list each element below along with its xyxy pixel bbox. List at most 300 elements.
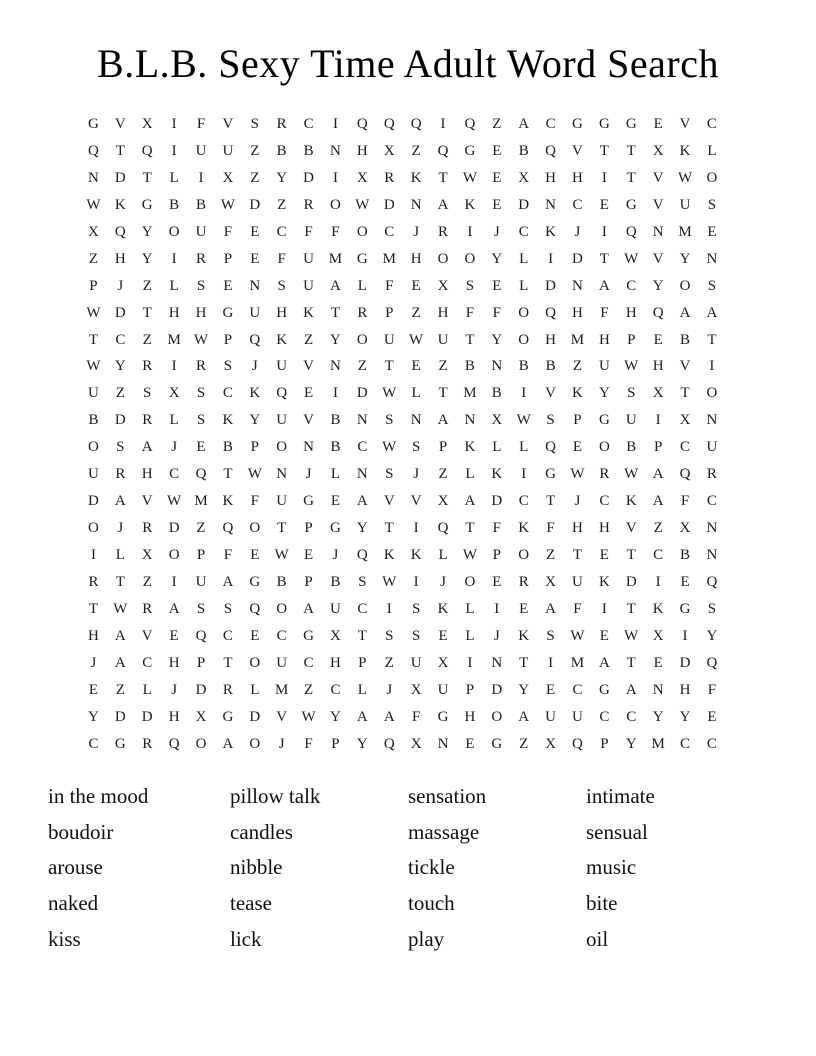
grid-letter: Z (384, 654, 394, 671)
grid-letter: N (303, 439, 314, 456)
grid-letter: Q (222, 520, 234, 537)
grid-letter: Q (706, 654, 718, 671)
grid-letter: S (223, 358, 233, 375)
grid-letter: T (626, 142, 636, 159)
grid-letter: S (465, 277, 475, 294)
grid-letter: S (358, 573, 367, 590)
grid-letter: O (679, 277, 691, 294)
grid-letter: R (142, 600, 153, 617)
grid-letter: C (706, 493, 717, 510)
grid-letter: W (86, 196, 101, 213)
grid-letter: A (303, 600, 314, 617)
grid-letter: L (169, 412, 179, 429)
word-list-item: sensual (586, 819, 648, 844)
word-list-column (586, 779, 746, 958)
grid-letter: S (223, 600, 233, 617)
grid-letter: W (382, 573, 397, 590)
grid-letter: K (464, 196, 476, 213)
grid-letter: M (570, 331, 585, 348)
grid-letter: D (491, 681, 503, 698)
grid-letter: T (142, 304, 152, 321)
grid-letter: C (142, 654, 153, 671)
grid-letter: P (331, 735, 340, 752)
grid-letter: A (679, 304, 691, 321)
grid-letter: E (303, 547, 314, 563)
grid-letter: C (303, 654, 314, 671)
grid-letter: J (90, 654, 97, 671)
grid-letter: E (546, 681, 556, 698)
grid-letter: L (519, 250, 529, 267)
grid-letter: E (492, 169, 502, 186)
grid-letter: L (465, 627, 475, 644)
grid-letter: R (196, 358, 207, 375)
grid-letter: Y (491, 250, 503, 267)
grid-letter: U (88, 466, 99, 483)
grid-letter: K (410, 547, 422, 563)
grid-letter: X (491, 412, 503, 429)
grid-letter: W (624, 250, 639, 267)
grid-letter: H (88, 627, 99, 644)
grid-letter: S (196, 412, 206, 429)
word-list-item: music (586, 855, 637, 880)
grid-letter: Q (706, 573, 718, 590)
grid-letter: I (413, 520, 419, 537)
grid-letter: Z (196, 520, 206, 537)
grid-letter: G (249, 573, 261, 590)
grid-letter: F (277, 250, 286, 267)
grid-letter: M (463, 385, 477, 402)
grid-letter: N (88, 169, 99, 186)
grid-letter: E (250, 223, 260, 240)
grid-letter: G (141, 196, 153, 213)
grid-letter: S (385, 466, 394, 483)
grid-letter: A (168, 600, 180, 617)
grid-letter: R (303, 196, 314, 213)
grid-letter: F (411, 708, 421, 725)
grid-letter: J (493, 627, 500, 644)
grid-letter: Q (545, 304, 556, 321)
grid-letter: D (383, 196, 395, 213)
grid-letter: D (114, 412, 126, 429)
grid-letter: P (465, 681, 475, 698)
grid-letter: T (330, 304, 341, 321)
grid-letter: I (413, 573, 419, 590)
grid-letter: D (518, 196, 530, 213)
grid-letter: H (168, 304, 180, 321)
grid-letter: D (572, 250, 583, 267)
grid-letter: W (220, 196, 235, 213)
grid-letter: J (117, 277, 124, 294)
grid-letter: O (464, 573, 476, 590)
grid-letter: B (518, 142, 529, 159)
grid-letter: O (168, 223, 180, 240)
grid-letter: W (193, 331, 209, 348)
grid-letter: K (222, 412, 234, 429)
grid-letter: G (303, 627, 314, 644)
grid-letter: V (572, 142, 583, 159)
grid-letter: H (195, 304, 207, 321)
grid-letter: H (276, 304, 288, 321)
grid-letter: T (626, 547, 636, 563)
grid-letter: I (332, 116, 338, 132)
grid-letter: K (545, 223, 556, 240)
grid-letter: O (491, 708, 503, 725)
grid-letter: P (196, 547, 206, 563)
grid-letter: X (410, 735, 422, 752)
grid-letter: U (303, 277, 314, 294)
grid-letter: T (438, 385, 448, 402)
grid-letter: L (357, 681, 367, 698)
word-list-item: touch (408, 891, 455, 916)
grid-letter: V (303, 412, 314, 429)
grid-letter: K (625, 493, 637, 510)
grid-letter: P (304, 573, 313, 590)
grid-letter: H (410, 250, 422, 267)
grid-letter: N (572, 277, 583, 294)
grid-letter: G (679, 600, 691, 617)
grid-letter: W (274, 547, 289, 563)
grid-letter: Y (598, 385, 610, 402)
grid-letter: H (545, 331, 556, 348)
grid-letter: I (171, 573, 177, 590)
grid-letter: B (626, 439, 637, 456)
grid-letter: O (249, 654, 261, 671)
grid-letter: V (303, 358, 314, 375)
grid-letter: I (494, 600, 500, 617)
grid-letter: D (114, 169, 126, 186)
grid-letter: Z (250, 169, 260, 186)
grid-letter: V (114, 116, 126, 132)
grid-letter: Y (518, 681, 530, 698)
grid-letter: W (409, 331, 424, 348)
grid-letter: R (222, 681, 233, 698)
grid-letter: T (88, 600, 99, 617)
grid-letter: U (598, 358, 610, 375)
grid-letter: P (492, 547, 501, 563)
grid-letter: J (493, 223, 500, 240)
grid-letter: A (356, 708, 368, 725)
grid-letter: V (679, 358, 691, 375)
grid-letter: X (679, 412, 691, 429)
grid-letter: K (518, 520, 530, 537)
grid-letter: D (141, 708, 153, 725)
grid-letter: K (222, 493, 234, 510)
grid-letter: H (572, 520, 583, 537)
grid-letter: A (464, 493, 476, 510)
grid-letter: Y (652, 708, 664, 725)
grid-letter: Q (383, 116, 395, 132)
grid-letter: G (625, 116, 637, 132)
grid-letter: G (464, 142, 476, 159)
grid-letter: C (330, 681, 341, 698)
grid-letter: C (518, 493, 529, 510)
grid-letter: C (626, 277, 637, 294)
grid-letter: C (680, 439, 691, 456)
grid-letter: C (680, 735, 691, 752)
grid-letter: W (462, 547, 477, 563)
word-list-column (230, 779, 408, 958)
grid-row (80, 327, 725, 354)
grid-letter: Q (195, 466, 207, 483)
word-list-item: lick (230, 926, 262, 951)
grid-row (80, 111, 725, 138)
grid-letter: C (222, 385, 233, 402)
grid-letter: D (303, 169, 314, 186)
grid-letter: F (250, 493, 259, 510)
grid-letter: G (572, 116, 583, 132)
grid-row (80, 515, 725, 542)
grid-letter: S (196, 600, 206, 617)
grid-letter: G (598, 412, 610, 429)
grid-row (80, 461, 725, 488)
grid-letter: G (545, 466, 556, 483)
grid-letter: N (330, 142, 341, 159)
grid-letter: E (707, 223, 717, 240)
grid-letter: Z (277, 196, 287, 213)
grid-letter: B (680, 331, 691, 348)
grid-letter: A (652, 493, 664, 510)
grid-letter: B (222, 439, 233, 456)
grid-letter: K (249, 385, 261, 402)
grid-letter: C (88, 735, 99, 752)
grid-letter: U (276, 493, 288, 510)
grid-letter: O (518, 547, 530, 563)
grid-letter: S (411, 627, 421, 644)
grid-letter: O (356, 331, 368, 348)
grid-letter: V (276, 708, 288, 725)
grid-letter: T (88, 331, 99, 348)
grid-letter: N (706, 520, 718, 537)
grid-letter: A (356, 493, 368, 510)
grid-letter: E (653, 116, 663, 132)
grid-letter: W (382, 439, 397, 456)
grid-letter: W (462, 169, 477, 186)
grid-letter: F (680, 493, 690, 510)
grid-letter: X (437, 277, 449, 294)
grid-letter: T (680, 385, 690, 402)
grid-letter: H (437, 304, 449, 321)
grid-letter: N (491, 654, 503, 671)
grid-letter: X (518, 169, 530, 186)
grid-letter: L (438, 547, 448, 563)
grid-letter: V (545, 385, 556, 402)
grid-letter: G (625, 196, 637, 213)
grid-letter: Q (625, 223, 637, 240)
grid-letter: F (573, 600, 582, 617)
grid-letter: E (653, 331, 663, 348)
grid-letter: O (464, 250, 476, 267)
grid-letter: P (438, 439, 448, 456)
grid-letter: Z (250, 142, 260, 159)
grid-letter: G (491, 735, 503, 752)
grid-letter: J (278, 735, 285, 752)
grid-letter: N (276, 466, 288, 483)
grid-letter: L (250, 681, 260, 698)
grid-letter: K (114, 196, 126, 213)
grid-letter: J (440, 573, 446, 590)
grid-letter: A (141, 439, 153, 456)
grid-letter: N (491, 358, 503, 375)
grid-letter: J (171, 439, 178, 456)
grid-letter: R (88, 573, 99, 590)
grid-letter: D (249, 196, 261, 213)
grid-letter: E (250, 627, 260, 644)
grid-letter: T (384, 520, 394, 537)
grid-letter: J (251, 358, 258, 375)
grid-letter: U (572, 573, 583, 590)
grid-letter: O (706, 385, 718, 402)
grid-letter: K (464, 439, 476, 456)
grid-letter: O (706, 169, 718, 186)
grid-letter: S (196, 385, 206, 402)
grid-letter: A (706, 304, 718, 321)
grid-letter: T (438, 169, 448, 186)
grid-letter: X (330, 627, 341, 644)
grid-letter: H (598, 331, 610, 348)
grid-letter: U (679, 196, 691, 213)
grid-letter: I (601, 223, 607, 240)
grid-letter: J (413, 466, 420, 483)
grid-letter: R (357, 304, 368, 321)
grid-letter: B (464, 358, 475, 375)
grid-letter: L (465, 466, 475, 483)
grid-letter: S (411, 439, 421, 456)
grid-letter: L (519, 439, 529, 456)
grid-letter: I (521, 466, 527, 483)
grid-letter: O (195, 735, 207, 752)
grid-letter: Y (276, 169, 288, 186)
grid-letter: D (356, 385, 368, 402)
grid-letter: A (518, 708, 530, 725)
grid-letter: E (707, 708, 717, 725)
grid-letter: O (276, 439, 288, 456)
grid-letter: C (653, 547, 664, 563)
grid-letter: N (356, 466, 368, 483)
grid-letter: X (88, 223, 99, 240)
grid-letter: S (196, 277, 206, 294)
grid-letter: K (410, 169, 422, 186)
grid-letter: K (491, 466, 503, 483)
grid-letter: M (328, 250, 343, 267)
grid-letter: R (384, 169, 395, 186)
grid-letter: T (223, 654, 233, 671)
grid-letter: E (572, 439, 583, 456)
grid-letter: I (90, 547, 96, 563)
grid-letter: Z (492, 116, 502, 132)
grid-letter: T (546, 493, 556, 510)
grid-letter: A (114, 654, 126, 671)
grid-letter: Y (88, 708, 99, 725)
grid-letter: U (88, 385, 99, 402)
grid-letter: Y (652, 277, 664, 294)
grid-letter: P (89, 277, 98, 294)
word-list-item: sensation (408, 784, 487, 808)
grid-letter: Y (679, 708, 691, 725)
grid-letter: S (385, 627, 394, 644)
grid-letter: E (438, 627, 448, 644)
grid-letter: X (195, 708, 207, 725)
grid-letter: P (304, 520, 313, 537)
grid-letter: Z (438, 358, 448, 375)
grid-letter: E (492, 196, 502, 213)
grid-row (80, 300, 725, 327)
grid-letter: R (276, 116, 287, 132)
grid-letter: Q (545, 142, 556, 159)
grid-letter: J (305, 466, 312, 483)
grid-letter: V (383, 493, 395, 510)
letter-grid (80, 111, 725, 758)
grid-letter: A (437, 412, 449, 429)
grid-letter: K (598, 573, 610, 590)
grid-row (80, 731, 725, 758)
grid-letter: Q (383, 735, 395, 752)
grid-letter: E (250, 250, 260, 267)
grid-letter: C (626, 708, 637, 725)
grid-letter: K (679, 142, 691, 159)
grid-row (80, 488, 725, 515)
grid-letter: T (223, 466, 233, 483)
grid-letter: S (411, 600, 421, 617)
grid-letter: D (114, 708, 126, 725)
grid-letter: I (386, 600, 392, 617)
grid-letter: W (86, 304, 101, 321)
grid-letter: T (599, 142, 609, 159)
grid-letter: P (223, 250, 233, 267)
grid-letter: U (572, 708, 583, 725)
grid-letter: T (707, 331, 717, 348)
grid-letter: P (653, 439, 663, 456)
grid-letter: J (171, 681, 178, 698)
grid-letter: B (330, 573, 341, 590)
grid-letter: P (600, 735, 609, 752)
grid-letter: N (706, 412, 718, 429)
grid-letter: O (518, 304, 530, 321)
grid-letter: U (437, 681, 449, 698)
word-list-item: intimate (586, 784, 655, 808)
grid-letter: N (249, 277, 261, 294)
grid-letter: K (383, 547, 395, 563)
grid-letter: F (304, 223, 313, 240)
grid-letter: E (519, 600, 529, 617)
grid-letter: G (330, 520, 341, 537)
grid-letter: S (143, 385, 152, 402)
grid-letter: Q (437, 142, 449, 159)
grid-letter: U (276, 654, 288, 671)
grid-letter: F (707, 681, 717, 698)
grid-letter: Z (546, 547, 556, 563)
grid-letter: Z (115, 681, 125, 698)
grid-letter: G (356, 250, 368, 267)
word-list-item: oil (586, 926, 609, 951)
grid-letter: V (625, 520, 637, 537)
grid-letter: V (410, 493, 422, 510)
grid-letter: V (652, 196, 664, 213)
grid-letter: Q (195, 627, 207, 644)
grid-letter: H (625, 304, 637, 321)
grid-letter: P (358, 654, 367, 671)
grid-letter: I (332, 169, 338, 186)
grid-letter: R (518, 573, 529, 590)
grid-letter: A (598, 654, 610, 671)
grid-letter: W (247, 466, 262, 483)
grid-letter: T (115, 573, 125, 590)
grid-letter: R (142, 412, 153, 429)
grid-letter: G (114, 735, 126, 752)
grid-letter: Z (142, 277, 152, 294)
grid-letter: G (598, 681, 610, 698)
grid-letter: X (545, 573, 556, 590)
grid-letter: D (679, 654, 691, 671)
